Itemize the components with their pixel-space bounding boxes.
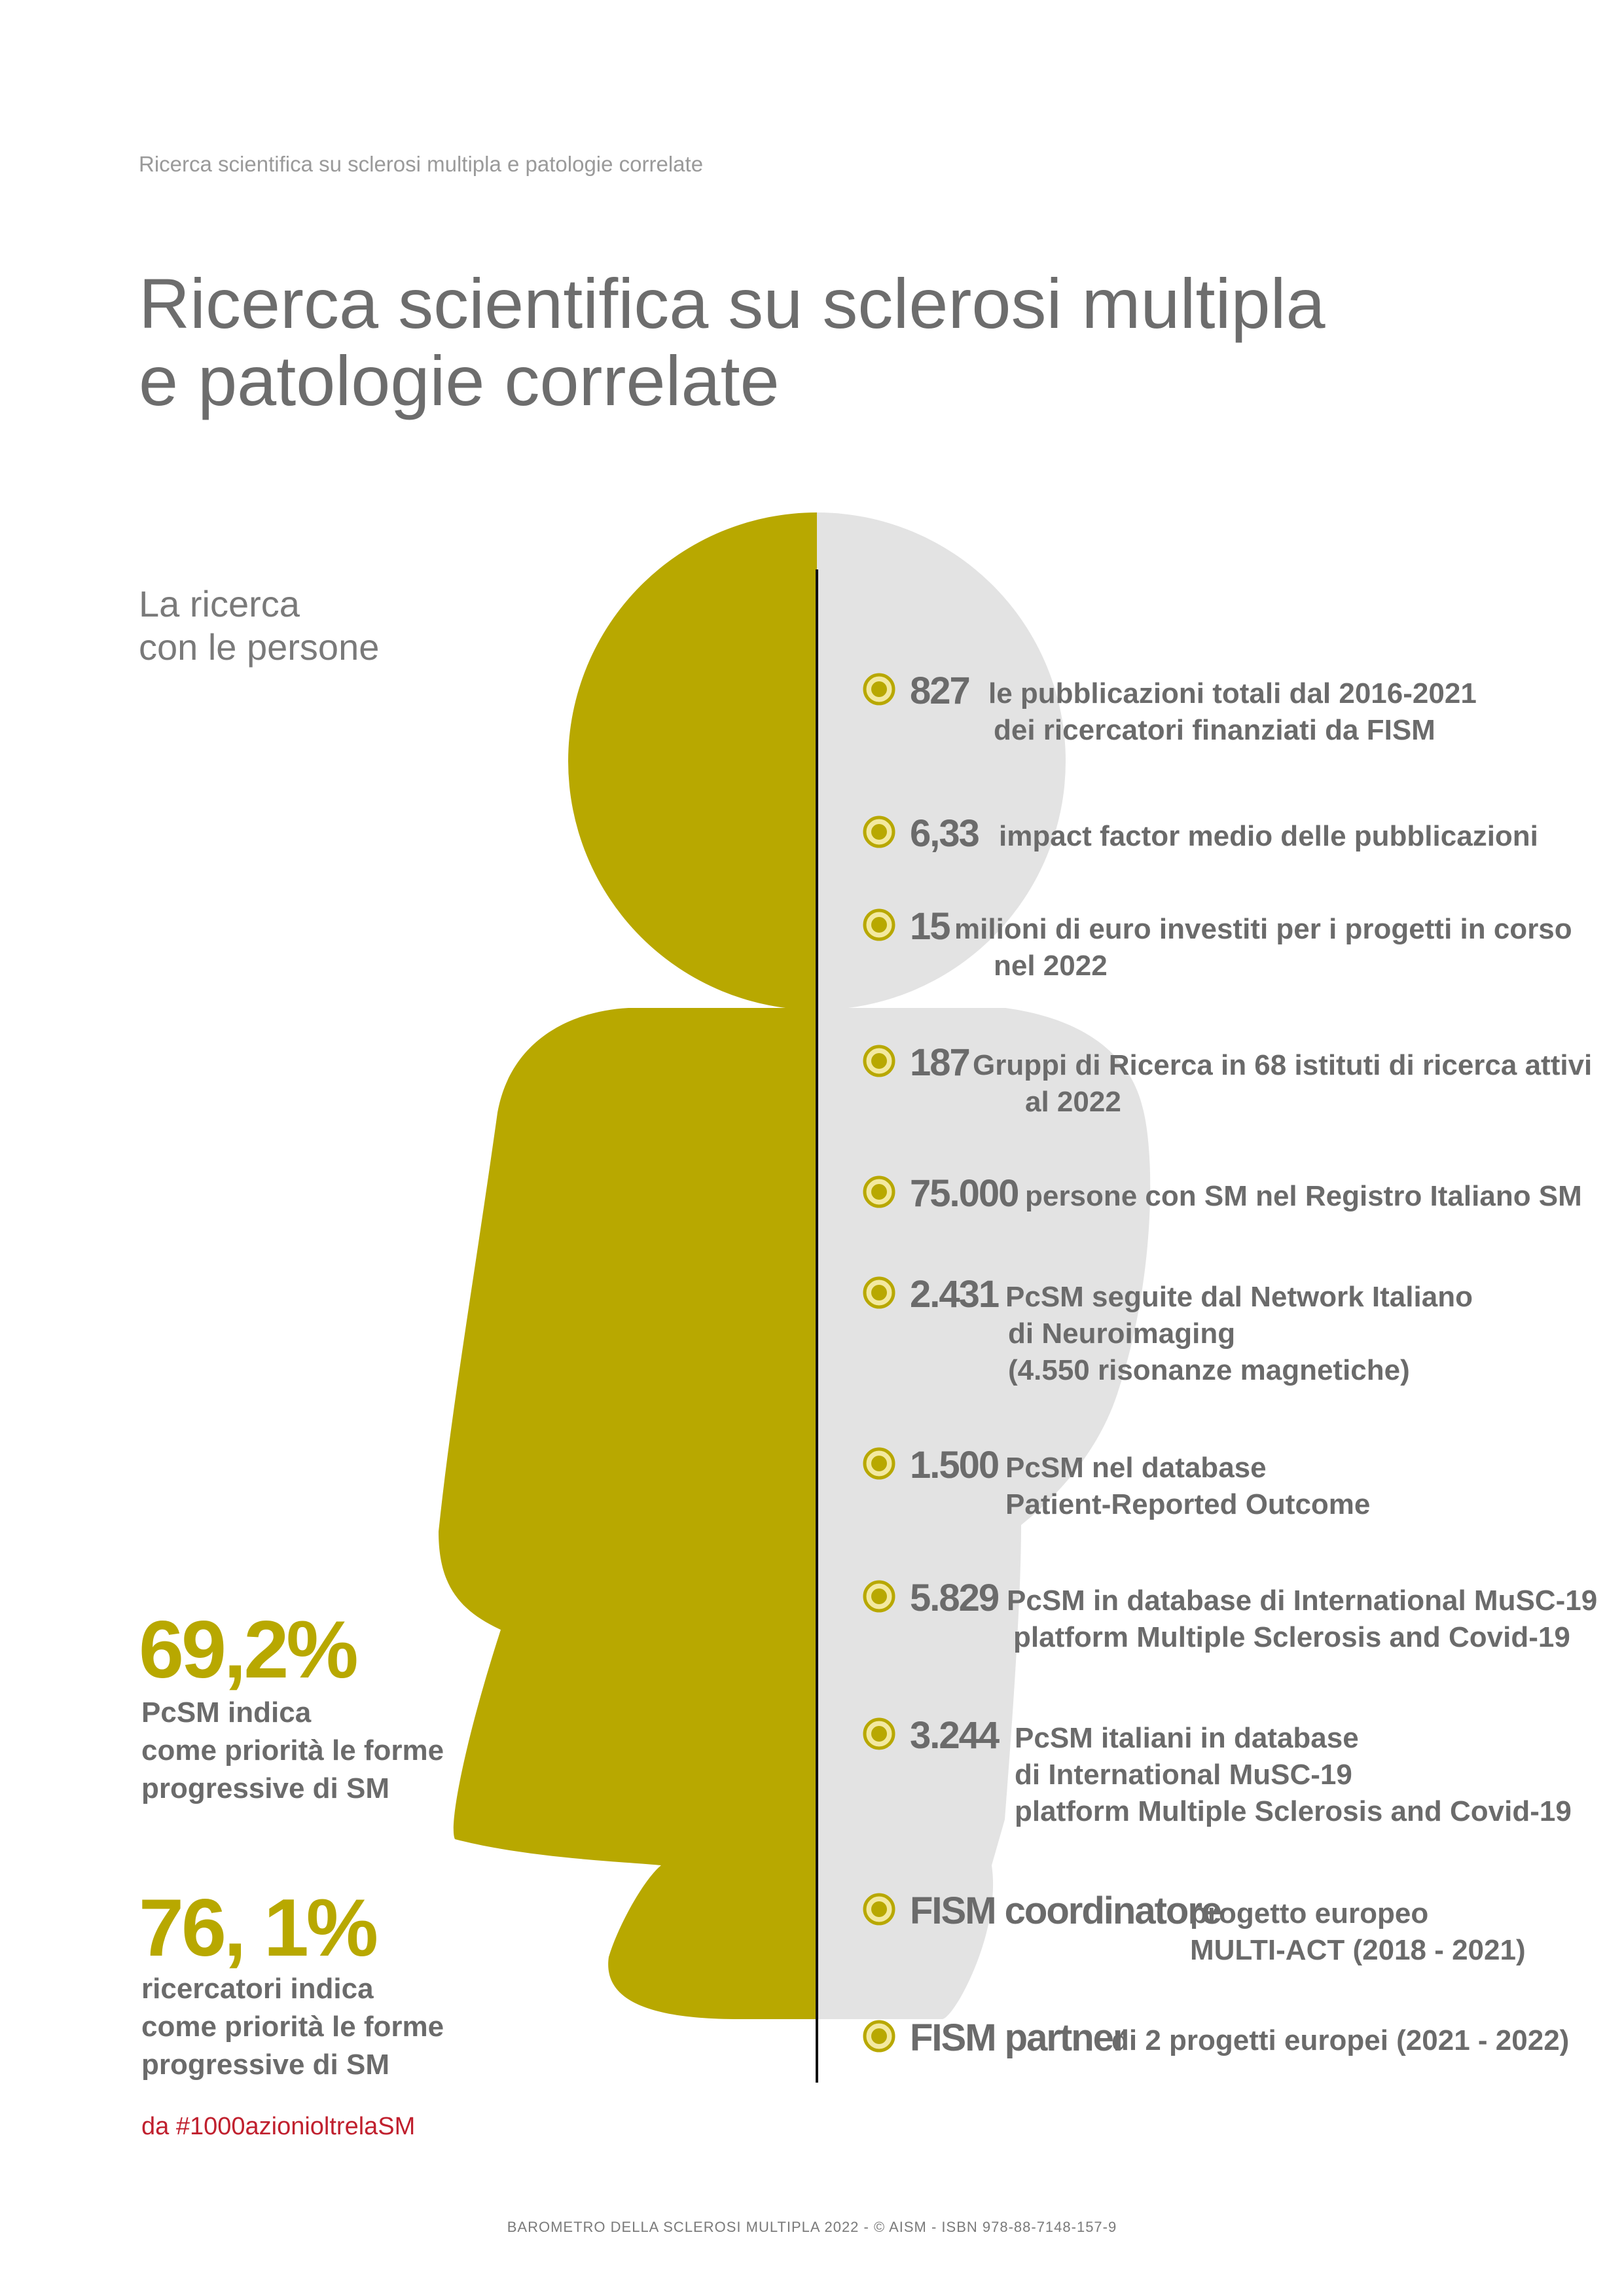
hashtag-source: da #1000azionioltrelaSM [141,2113,416,2140]
percentage-pcsm-description [141,1694,444,1808]
stat-line: PcSM in database di International MuSC-19 [1007,1585,1598,1617]
bullet-icon [863,1045,895,1077]
stat-line: persone con SM nel Registro Italiano SM [1025,1180,1582,1212]
stat-description [973,1047,1592,1121]
pct-line: progressive di SM [141,1772,390,1804]
stat-line: dei ricercatori finanziati da FISM [994,714,1435,746]
stat-line: platform Multiple Sclerosis and Covid-19 [1013,1621,1570,1653]
stat-number: 6,33 [910,812,979,855]
stat-number: 827 [910,670,969,712]
stat-line: PcSM italiani in database [1015,1722,1359,1754]
stat-line: Patient-Reported Outcome [1005,1488,1371,1520]
stat-description [1111,2022,1569,2059]
stat-description [988,675,1477,749]
bullet-icon [863,673,895,706]
bullet-icon [863,2020,895,2053]
subhead-line-1: La ricerca [139,583,300,624]
stat-line: le pubblicazioni totali dal 2016-2021 [988,677,1477,709]
pct-line: PcSM indica [141,1696,312,1729]
stat-description [1190,1895,1526,1969]
stat-number: 15 [910,905,950,948]
stat-line: impact factor medio delle pubblicazioni [999,820,1538,852]
center-divider-line [816,569,818,2083]
stat-number: 187 [910,1041,969,1084]
subhead-line-2: con le persone [139,626,380,668]
stat-description [1015,1720,1572,1830]
bullet-icon [863,1175,895,1208]
stat-number: 5.829 [910,1577,999,1619]
pct-line: progressive di SM [141,2049,390,2081]
stat-number: FISM partner [910,2017,1127,2059]
stat-line: di 2 progetti europei (2021 - 2022) [1111,2024,1570,2056]
percentage-researchers: 76, 1% [139,1883,376,1973]
bullet-icon [863,816,895,848]
title-line-2: e patologie correlate [139,341,780,420]
bullet-icon [863,1447,895,1480]
stat-description [1025,1178,1582,1215]
stat-description [1005,1279,1473,1389]
running-head: Ricerca scientifica su sclerosi multipla e patologie correlate [139,152,704,176]
percentage-pcsm: 69,2% [139,1605,356,1695]
bullet-icon [863,1276,895,1309]
stat-number: 1.500 [910,1444,999,1486]
title-line-1: Ricerca scientifica su sclerosi multipla [139,264,1326,343]
stat-number: 75.000 [910,1172,1019,1215]
stat-line: MULTI-ACT (2018 - 2021) [1190,1934,1526,1966]
stat-number: FISM coordinatore [910,1890,1221,1932]
stat-line: Gruppi di Ricerca in 68 istituti di ricerca attivi [973,1049,1593,1081]
stat-line: PcSM nel database [1005,1452,1267,1484]
stat-line: al 2022 [1025,1086,1121,1118]
stat-line: milioni di euro investiti per i progetti in corso [954,913,1572,945]
stat-number: 3.244 [910,1714,999,1757]
bullet-icon [863,1893,895,1926]
bullet-icon [863,1580,895,1613]
stat-line: nel 2022 [994,950,1108,982]
stat-number: 2.431 [910,1273,999,1316]
stat-description [1007,1583,1597,1656]
stat-description [1005,1450,1370,1523]
pct-line: come priorità le forme [141,1734,444,1767]
bullet-icon [863,1717,895,1750]
stat-line: progetto europeo [1190,1897,1429,1929]
stat-description [999,818,1538,855]
stat-line: PcSM seguite dal Network Italiano [1005,1281,1473,1313]
pct-line: come priorità le forme [141,2011,444,2043]
stat-line: platform Multiple Sclerosis and Covid-19 [1015,1795,1572,1827]
bullet-icon [863,908,895,941]
percentage-researchers-description [141,1970,444,2084]
stat-description [954,911,1572,984]
stat-line: (4.550 risonanze magnetiche) [1008,1354,1410,1386]
pct-line: ricercatori indica [141,1973,374,2005]
stat-line: di Neuroimaging [1008,1318,1236,1350]
stat-line: di International MuSC-19 [1015,1759,1352,1791]
page-footer: BAROMETRO DELLA SCLEROSI MULTIPLA 2022 - © AISM - ISBN 978-88-7148-157-9 [507,2219,1117,2235]
